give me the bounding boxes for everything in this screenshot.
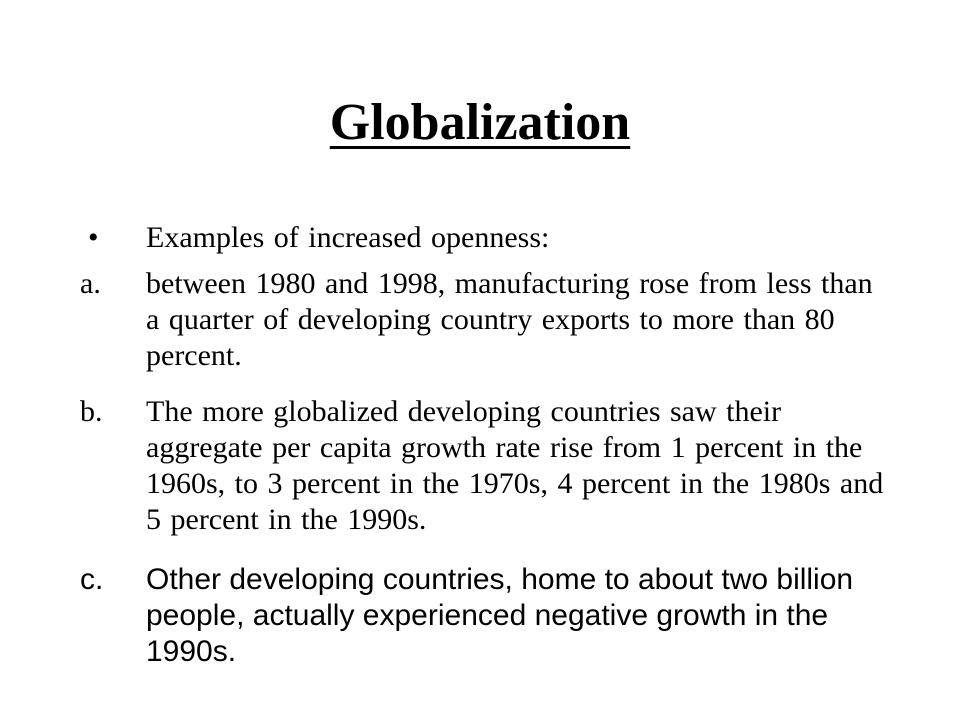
list-item-c	[0, 562, 960, 674]
list-marker-c: c.	[80, 563, 104, 596]
slide-title: Globalization	[329, 94, 631, 151]
list-marker-a: a.	[80, 267, 101, 300]
list-text-c: Other developing countries, home to about two billion people, actually experienced negative growth in the 1990s.	[146, 563, 854, 668]
list-item-a	[0, 266, 960, 378]
bullet-item	[0, 220, 960, 260]
bullet-text: Examples of increased openness:	[146, 221, 550, 254]
list-text-b: The more globalized developing countries saw their aggregate per capita growth rate rise from 1 percent in the 1960s, to 3 percent in the 1970s, 4 percent in the 1980s and 5 percent in the 1990s.	[146, 395, 884, 536]
list-marker-b: b.	[80, 395, 103, 428]
list-text-a: between 1980 and 1998, manufacturing rose from less than a quarter of developing country exports to more than 80 percent.	[146, 267, 873, 372]
bullet-marker: •	[88, 221, 99, 254]
list-item-b	[0, 394, 960, 544]
